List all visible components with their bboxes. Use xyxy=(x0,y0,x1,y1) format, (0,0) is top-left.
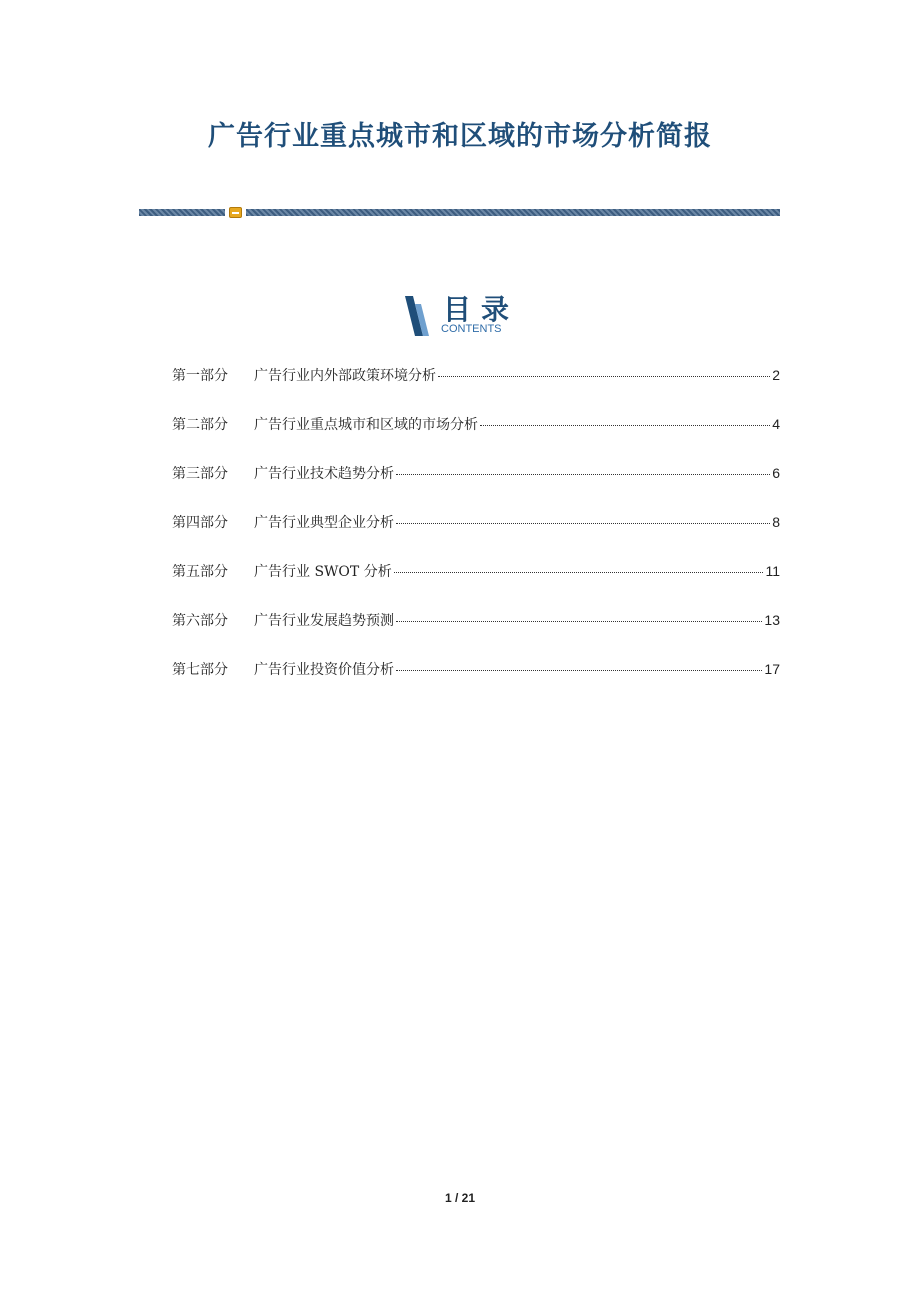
toc-item-1[interactable] xyxy=(172,365,780,414)
toc-item-2[interactable] xyxy=(172,414,780,463)
toc-item-3[interactable] xyxy=(172,463,780,512)
toc-logo-icon xyxy=(405,296,431,336)
toc-item-name: 广告行业投资价值分析 xyxy=(254,662,394,678)
toc-subheading: CONTENTS xyxy=(441,323,502,335)
toc-item-part: 第七部分 xyxy=(172,662,228,678)
divider-badge-icon xyxy=(229,207,242,218)
toc-header xyxy=(405,292,525,340)
toc-item-part: 第一部分 xyxy=(172,368,228,384)
divider-bar-left xyxy=(139,209,225,216)
toc-heading: 目录 xyxy=(443,293,520,326)
toc-dot-leader xyxy=(394,572,764,573)
toc-item-name: 广告行业重点城市和区域的市场分析 xyxy=(254,417,478,433)
toc-item-name: 广告行业典型企业分析 xyxy=(254,515,394,531)
divider-bar-right xyxy=(246,209,780,216)
toc-item-part: 第五部分 xyxy=(172,564,228,580)
toc-dot-leader xyxy=(396,474,770,475)
toc-item-name: 广告行业内外部政策环境分析 xyxy=(254,368,436,384)
toc-item-page: 4 xyxy=(772,416,780,432)
toc-item-page: 8 xyxy=(772,514,780,530)
document-title: 广告行业重点城市和区域的市场分析简报 xyxy=(208,121,712,152)
toc-item-part: 第二部分 xyxy=(172,417,228,433)
toc-item-page: 6 xyxy=(772,465,780,481)
toc-item-6[interactable] xyxy=(172,610,780,659)
toc-dot-leader xyxy=(396,523,770,524)
page-indicator: 1 / 21 xyxy=(444,1191,476,1205)
toc-item-5[interactable] xyxy=(172,561,780,610)
toc-item-page: 13 xyxy=(764,612,780,628)
toc-dot-leader xyxy=(480,425,770,426)
toc-item-page: 11 xyxy=(765,563,780,579)
toc-item-part: 第六部分 xyxy=(172,613,228,629)
toc-item-name: 广告行业 SWOT 分析 xyxy=(254,564,392,580)
toc-item-page: 2 xyxy=(772,367,780,383)
title-divider xyxy=(139,207,780,219)
toc-item-7[interactable] xyxy=(172,659,780,708)
toc-dot-leader xyxy=(396,670,762,671)
toc-list xyxy=(172,365,780,708)
toc-item-name: 广告行业发展趋势预测 xyxy=(254,613,394,629)
toc-item-part: 第三部分 xyxy=(172,466,228,482)
toc-item-name: 广告行业技术趋势分析 xyxy=(254,466,394,482)
toc-dot-leader xyxy=(438,376,770,377)
toc-dot-leader xyxy=(396,621,762,622)
toc-item-part: 第四部分 xyxy=(172,515,228,531)
toc-item-4[interactable] xyxy=(172,512,780,561)
toc-item-page: 17 xyxy=(764,661,780,677)
